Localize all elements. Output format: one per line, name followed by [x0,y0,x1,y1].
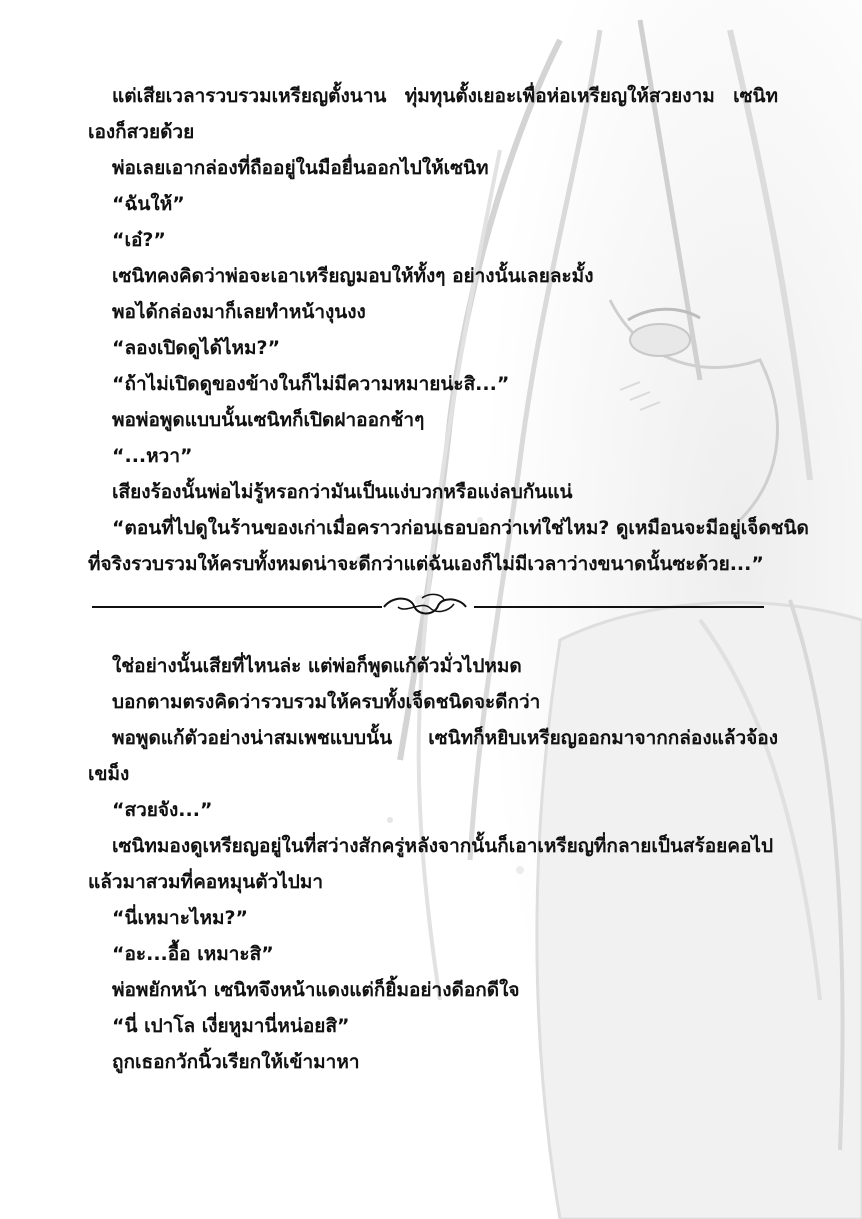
paragraph-line: พ่อพยักหน้า เซนิทจึงหน้าแดงแต่ก็ยิ้มอย่างดีอกดีใจ [112,979,520,1001]
paragraph-line: พอได้กล่องมาก็เลยทำหน้างุนงง [112,301,366,323]
dialogue-line: “อะ...อื้อ เหมาะสิ” [112,943,274,965]
paragraph-line: บอกตามตรงคิดว่ารวบรวมให้ครบทั้งเจ็ดชนิดจะดีกว่า [112,691,541,713]
paragraph-line: พ่อเลยเอากล่องที่ถืออยู่ในมือยื่นออกไปให้เซนิท [112,157,489,179]
paragraph-line: เซนิทมองดูเหรียญอยู่ในที่สว่างสักครู่หลังจากนั้นก็เอาเหรียญที่กลายเป็นสร้อยคอไป [112,835,774,857]
dialogue-line: ที่จริงรวบรวมให้ครบทั้งหมดน่าจะดีกว่าแต่ฉันเองก็ไม่มีเวลาว่างขนาดนั้นซะด้วย...” [88,553,764,575]
ornamental-flourish-icon [92,592,764,622]
paragraph-line: เสียงร้องนั้นพ่อไม่รู้หรอกว่ามันเป็นแง่บวกหรือแง่ลบกันแน่ [112,481,573,503]
paragraph-line: พอพ่อพูดแบบนั้นเซนิทก็เปิดฝาออกช้าๆ [112,409,425,431]
dialogue-line: “นี่เหมาะไหม?” [112,907,249,929]
paragraph-line: แต่เสียเวลารวบรวมเหรียญตั้งนาน ทุ่มทุนตั้งเยอะเพื่อห่อเหรียญให้สวยงาม เซนิท [112,85,778,107]
paragraph-line: เซนิทคงคิดว่าพ่อจะเอาเหรียญมอบให้ทั้งๆ อย่างนั้นเลยละมั้ง [112,265,594,287]
paragraph-line: เขม็ง [88,763,130,785]
dialogue-line: “ฉันให้” [112,193,185,215]
paragraph-line: แล้วมาสวมที่คอหมุนตัวไปมา [88,871,324,893]
dialogue-line: “นี่ เปาโล เงี่ยหูมานี่หน่อยสิ” [112,1015,350,1037]
paragraph-line: ถูกเธอกวักนิ้วเรียกให้เข้ามาหา [112,1051,360,1073]
dialogue-line: “ตอนที่ไปดูในร้านของเก่าเมื่อคราวก่อนเธอบอกว่าเท่ใช่ไหม? ดูเหมือนจะมีอยู่เจ็ดชนิด [112,517,809,539]
paragraph-line: เองก็สวยด้วย [88,121,195,143]
paragraph-line: ใช่อย่างนั้นเสียที่ไหนล่ะ แต่พ่อก็พูดแก้ตัวมั่วไปหมด [112,655,522,677]
dialogue-line: “ถ้าไม่เปิดดูของข้างในก็ไม่มีความหมายน่ะสิ...” [112,373,510,395]
dialogue-line: “สวยจัง...” [112,799,213,821]
paragraph-line: พอพูดแก้ตัวอย่างน่าสมเพชแบบนั้น เซนิทก็หยิบเหรียญออกมาจากกล่องแล้วจ้อง [112,727,778,749]
dialogue-line: “เอ๋?” [112,229,166,251]
dialogue-line: “ลองเปิดดูได้ไหม?” [112,337,281,359]
dialogue-line: “...หวา” [112,445,193,467]
